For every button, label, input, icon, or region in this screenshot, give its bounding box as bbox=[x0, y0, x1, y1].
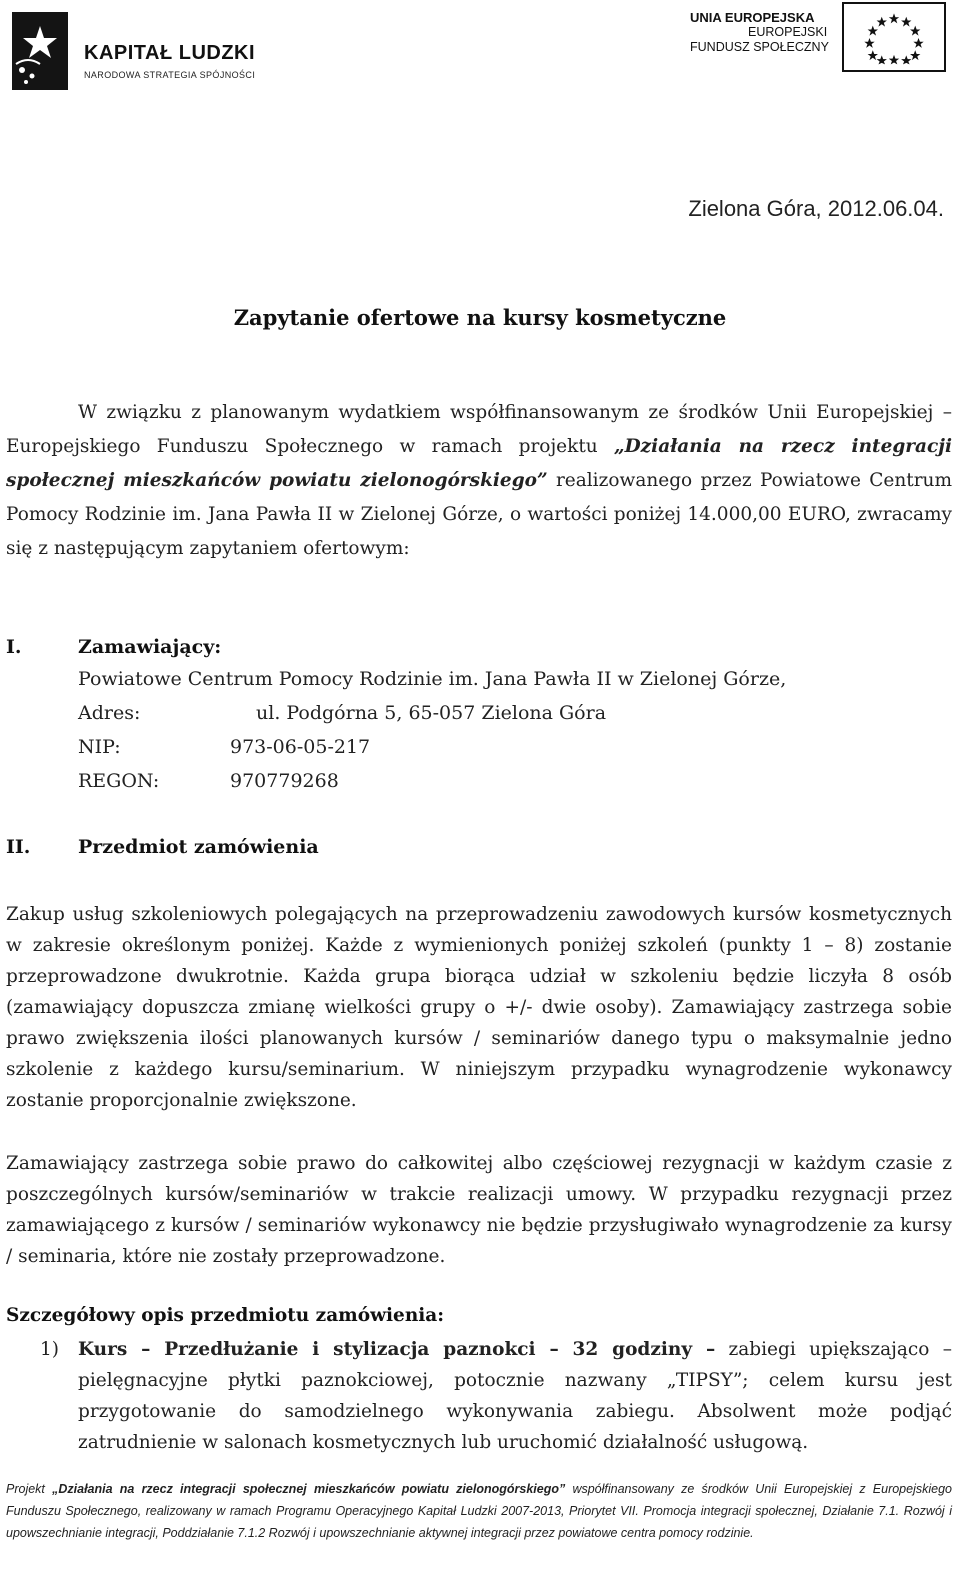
eu-logo-text bbox=[690, 10, 829, 55]
orderer-regon-key: REGON: bbox=[78, 770, 160, 792]
list-item-body bbox=[78, 1334, 952, 1458]
kapital-ludzki-title: KAPITAŁ LUDZKI bbox=[84, 42, 256, 64]
section2-number: II. bbox=[6, 836, 31, 858]
eu-logo-line2: EUROPEJSKI bbox=[748, 25, 828, 39]
intro-project-name: „Działania na rzecz integracji społecznej mieszkańców powiatu zielonogórskiego” bbox=[6, 436, 952, 491]
kapital-ludzki-subtitle: NARODOWA STRATEGIA SPÓJNOŚCI bbox=[84, 70, 256, 80]
kapital-ludzki-logo bbox=[12, 12, 272, 92]
list-item-number: 1) bbox=[40, 1339, 59, 1360]
orderer-regon-value: 970779268 bbox=[230, 770, 339, 792]
orderer-nip-value: 973-06-05-217 bbox=[230, 736, 371, 758]
subject-paragraph-2: Zamawiający zastrzega sobie prawo do całkowitej albo częściowej rezygnacji w każdym czasie z poszczególnych kursów/seminariów w trakcie realizacji umowy. W przypadku rezygnacji przez zamawiającego z kursów / seminariów wykonawcy nie będzie przysługiwało wynagrodzenie za kursy / seminaria, które nie zostały przeprowadzone. bbox=[6, 1153, 952, 1267]
footer-project-name: „Działania na rzecz integracji społecznej mieszkańców powiatu zielonogórskiego” bbox=[52, 1482, 566, 1496]
details-heading: Szczegółowy opis przedmiotu zamówienia: bbox=[6, 1305, 445, 1326]
section1-number: I. bbox=[6, 636, 22, 658]
list-item-text: zabiegi upiększająco – pielęgnacyjne płytki paznokciowej, potocznie nazwany „TIPSY”; celem kursu jest przygotowanie do samodzielnego wykonywania zabiegu. Absolwent może podjąć zatrudnienie w salonach kosmetycznych lub uruchomić działalność usługową. bbox=[78, 1339, 952, 1453]
orderer-address-value: ul. Podgórna 5, 65-057 Zielona Góra bbox=[256, 702, 607, 724]
eu-logo bbox=[690, 2, 950, 74]
subject-paragraph-1: Zakup usług szkoleniowych polegających na przeprowadzeniu zawodowych kursów kosmetycznych w zakresie określonym poniżej. Każde z wymienionych poniżej szkoleń (punkty 1 – 8) zostanie przeprowadzone dwukrotnie. Każda grupa biorąca udział w szkoleniu będzie liczyła 8 osób (zamawiający dopuszcza zmianę wielkości grupy o +/- dwie osoby). Zamawiający zastrzega sobie prawo zwiększenia ilości planowanych kursów / seminariów danego typu o maksymalnie jedno szkolenie z każdego kursu/seminarium. W niniejszym przypadku wynagrodzenie wykonawcy zostanie proporcjonalnie zwiększone. bbox=[6, 904, 952, 1111]
eu-logo-line1: UNIA EUROPEJSKA bbox=[690, 10, 815, 25]
list-item-title: Kurs – Przedłużanie i stylizacja paznokci – 32 godziny – bbox=[78, 1339, 716, 1360]
eu-logo-line3: FUNDUSZ SPOŁECZNY bbox=[690, 40, 829, 54]
intro-paragraph bbox=[6, 396, 952, 566]
orderer-address-key: Adres: bbox=[78, 702, 141, 724]
section2-heading: Przedmiot zamówienia bbox=[78, 836, 319, 858]
eu-flag-icon bbox=[842, 2, 946, 72]
document-title: Zapytanie ofertowe na kursy kosmetyczne bbox=[233, 305, 727, 330]
footer-prefix: Projekt bbox=[6, 1482, 53, 1496]
kapital-ludzki-star-icon bbox=[12, 12, 68, 90]
footer-text: współfinansowany ze środków Unii Europejskiej z Europejskiego Funduszu Społecznego, realizowany w ramach Programu Operacyjnego Kapitał Ludzki 2007-2013, Priorytet VII. Promocja integracji społecznej, Działanie 7.1. Rozwój i upowszechnianie integracji, Poddziałanie 7.1.2 Rozwój i upowszechnianie aktywnej integracji przez powiatowe centra pomocy rodzinie. bbox=[6, 1482, 952, 1540]
intro-text-1: W związku z planowanym wydatkiem współfinansowanym ze środków Unii Europejskiej – Europejskiego Funduszu Społecznego w ramach projektu bbox=[6, 402, 952, 457]
orderer-nip-key: NIP: bbox=[78, 736, 121, 758]
orderer-name: Powiatowe Centrum Pomocy Rodzinie im. Jana Pawła II w Zielonej Górze, bbox=[78, 668, 787, 690]
document-date: Zielona Góra, 2012.06.04. bbox=[688, 196, 944, 221]
intro-text-2: realizowanego przez Powiatowe Centrum Pomocy Rodzinie im. Jana Pawła II w Zielonej Górze, o wartości poniżej 14.000,00 EURO, zwracamy się z następującym zapytaniem ofertowym: bbox=[6, 470, 952, 559]
footer-note bbox=[6, 1478, 952, 1544]
list-item bbox=[40, 1334, 76, 1365]
section1-heading: Zamawiający: bbox=[78, 636, 222, 658]
